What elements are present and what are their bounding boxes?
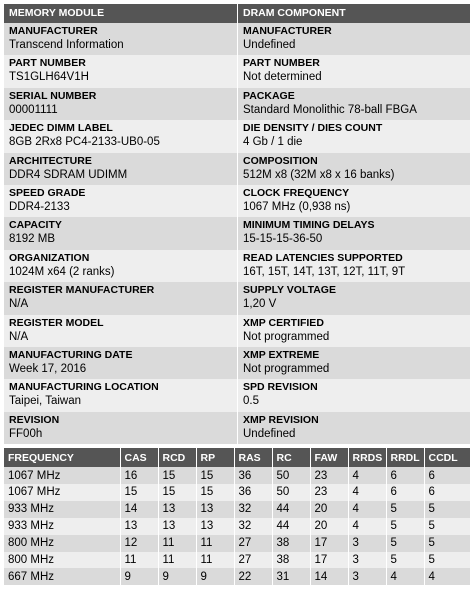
spec-row bbox=[4, 315, 470, 347]
spec-value: Standard Monolithic 78-ball FBGA bbox=[243, 103, 417, 116]
table-row bbox=[4, 552, 470, 569]
spec-label: COMPOSITION bbox=[243, 154, 318, 167]
module-spec-cell bbox=[4, 88, 237, 120]
table-cell: 3 bbox=[348, 552, 386, 569]
spec-label: MANUFACTURING LOCATION bbox=[9, 381, 159, 394]
spec-row bbox=[4, 120, 470, 152]
table-row bbox=[4, 501, 470, 518]
table-cell: 4 bbox=[348, 501, 386, 518]
spec-table bbox=[4, 4, 470, 444]
spec-label: ARCHITECTURE bbox=[9, 154, 92, 167]
table-cell: 44 bbox=[272, 501, 310, 518]
column-header-rrdl: RRDL bbox=[386, 448, 424, 467]
spec-label: JEDEC DIMM LABEL bbox=[9, 122, 113, 135]
timing-table-header bbox=[4, 448, 470, 467]
spec-row bbox=[4, 379, 470, 411]
table-cell: 4 bbox=[348, 518, 386, 535]
table-cell: 5 bbox=[424, 535, 470, 552]
column-header-faw: FAW bbox=[310, 448, 348, 467]
spec-row bbox=[4, 217, 470, 249]
spec-label: CLOCK FREQUENCY bbox=[243, 186, 350, 199]
module-spec-cell bbox=[4, 282, 237, 314]
spec-row bbox=[4, 55, 470, 87]
table-row bbox=[4, 484, 470, 501]
spec-label: REGISTER MANUFACTURER bbox=[9, 284, 155, 297]
table-cell: 50 bbox=[272, 484, 310, 501]
table-cell: 4 bbox=[386, 568, 424, 585]
table-cell: 44 bbox=[272, 518, 310, 535]
table-cell: 23 bbox=[310, 484, 348, 501]
spec-label: XMP EXTREME bbox=[243, 348, 320, 361]
table-cell: 1067 MHz bbox=[4, 467, 120, 484]
spec-label: MINIMUM TIMING DELAYS bbox=[243, 219, 375, 232]
column-header-ccdl: CCDL bbox=[424, 448, 470, 467]
table-cell: 13 bbox=[196, 501, 234, 518]
table-cell: 23 bbox=[310, 467, 348, 484]
table-cell: 15 bbox=[196, 484, 234, 501]
spec-label: PACKAGE bbox=[243, 89, 295, 102]
spec-label: CAPACITY bbox=[9, 219, 62, 232]
spec-value: 1067 MHz (0,938 ns) bbox=[243, 200, 351, 213]
spec-label: SUPPLY VOLTAGE bbox=[243, 284, 336, 297]
spec-row bbox=[4, 153, 470, 185]
spec-value: Taipei, Taiwan bbox=[9, 395, 82, 408]
spec-value: N/A bbox=[9, 330, 29, 343]
spec-value: Transcend Information bbox=[9, 39, 124, 51]
spd-info-panel bbox=[4, 4, 470, 585]
spec-label: PART NUMBER bbox=[9, 57, 86, 70]
dram-spec-cell bbox=[237, 23, 470, 55]
table-cell: 6 bbox=[424, 484, 470, 501]
table-cell: 800 MHz bbox=[4, 535, 120, 552]
table-row bbox=[4, 535, 470, 552]
table-cell: 38 bbox=[272, 552, 310, 569]
dram-spec-cell bbox=[237, 412, 470, 444]
table-cell: 9 bbox=[196, 568, 234, 585]
spec-label: XMP CERTIFIED bbox=[243, 316, 324, 329]
table-row bbox=[4, 518, 470, 535]
spec-row bbox=[4, 282, 470, 314]
column-header-rc: RC bbox=[272, 448, 310, 467]
table-cell: 27 bbox=[234, 552, 272, 569]
table-cell: 11 bbox=[158, 552, 196, 569]
table-cell: 16 bbox=[120, 467, 158, 484]
spec-rows bbox=[4, 23, 470, 444]
table-cell: 20 bbox=[310, 501, 348, 518]
table-cell: 933 MHz bbox=[4, 518, 120, 535]
table-cell: 933 MHz bbox=[4, 501, 120, 518]
table-cell: 11 bbox=[196, 552, 234, 569]
table-cell: 15 bbox=[158, 467, 196, 484]
spec-label: MANUFACTURER bbox=[9, 25, 98, 37]
table-cell: 11 bbox=[196, 535, 234, 552]
module-spec-cell bbox=[4, 185, 237, 217]
table-cell: 5 bbox=[386, 518, 424, 535]
dram-spec-cell bbox=[237, 153, 470, 185]
spec-value: Undefined bbox=[243, 39, 296, 51]
spec-row bbox=[4, 88, 470, 120]
table-cell: 17 bbox=[310, 535, 348, 552]
table-cell: 36 bbox=[234, 467, 272, 484]
table-cell: 32 bbox=[234, 518, 272, 535]
column-header-ras: RAS bbox=[234, 448, 272, 467]
spec-label: ORGANIZATION bbox=[9, 251, 90, 264]
module-spec-cell bbox=[4, 412, 237, 444]
table-cell: 5 bbox=[424, 552, 470, 569]
dram-spec-cell bbox=[237, 250, 470, 282]
table-cell: 17 bbox=[310, 552, 348, 569]
module-spec-cell bbox=[4, 250, 237, 282]
spec-value: DDR4 SDRAM UDIMM bbox=[9, 168, 128, 181]
module-spec-cell bbox=[4, 217, 237, 249]
table-cell: 12 bbox=[120, 535, 158, 552]
table-cell: 3 bbox=[348, 568, 386, 585]
table-cell: 50 bbox=[272, 467, 310, 484]
spec-label: DIE DENSITY / DIES COUNT bbox=[243, 122, 383, 135]
table-cell: 13 bbox=[158, 518, 196, 535]
table-cell: 15 bbox=[196, 467, 234, 484]
dram-spec-cell bbox=[237, 120, 470, 152]
module-spec-cell bbox=[4, 379, 237, 411]
spec-label: READ LATENCIES SUPPORTED bbox=[243, 251, 403, 264]
table-cell: 14 bbox=[310, 568, 348, 585]
table-cell: 6 bbox=[424, 467, 470, 484]
module-spec-cell bbox=[4, 347, 237, 379]
table-row bbox=[4, 568, 470, 585]
spec-value: 1,20 V bbox=[243, 298, 277, 311]
column-header-frequency: FREQUENCY bbox=[4, 448, 120, 467]
module-spec-cell bbox=[4, 23, 237, 55]
table-cell: 13 bbox=[120, 518, 158, 535]
spec-label: REVISION bbox=[9, 413, 60, 426]
table-cell: 667 MHz bbox=[4, 568, 120, 585]
table-cell: 22 bbox=[234, 568, 272, 585]
spec-label: SPEED GRADE bbox=[9, 186, 86, 199]
timing-table bbox=[4, 448, 470, 585]
spec-row bbox=[4, 250, 470, 282]
table-cell: 6 bbox=[386, 484, 424, 501]
dram-spec-cell bbox=[237, 217, 470, 249]
module-spec-cell bbox=[4, 315, 237, 347]
spec-value: 512M x8 (32M x8 x 16 banks) bbox=[243, 168, 395, 181]
table-cell: 15 bbox=[158, 484, 196, 501]
module-spec-cell bbox=[4, 55, 237, 87]
table-cell: 36 bbox=[234, 484, 272, 501]
table-cell: 20 bbox=[310, 518, 348, 535]
table-cell: 3 bbox=[348, 535, 386, 552]
spec-value: Not determined bbox=[243, 71, 322, 84]
table-cell: 31 bbox=[272, 568, 310, 585]
table-cell: 13 bbox=[158, 501, 196, 518]
spec-label: PART NUMBER bbox=[243, 57, 320, 70]
table-cell: 11 bbox=[158, 535, 196, 552]
spec-header bbox=[4, 4, 470, 23]
table-cell: 27 bbox=[234, 535, 272, 552]
dram-spec-cell bbox=[237, 185, 470, 217]
spec-value: N/A bbox=[9, 298, 29, 311]
spec-value: 4 Gb / 1 die bbox=[243, 136, 303, 149]
spec-label: SPD REVISION bbox=[243, 381, 318, 394]
table-cell: 5 bbox=[386, 501, 424, 518]
spec-value: 1024M x64 (2 ranks) bbox=[9, 265, 115, 278]
spec-value: 8GB 2Rx8 PC4-2133-UB0-05 bbox=[9, 136, 160, 149]
table-cell: 6 bbox=[386, 467, 424, 484]
table-cell: 4 bbox=[348, 467, 386, 484]
table-cell: 4 bbox=[348, 484, 386, 501]
spec-value: Undefined bbox=[243, 427, 296, 440]
column-header-rcd: RCD bbox=[158, 448, 196, 467]
table-cell: 5 bbox=[386, 535, 424, 552]
spec-value: 15-15-15-36-50 bbox=[243, 233, 323, 246]
dram-spec-cell bbox=[237, 55, 470, 87]
timing-table-body bbox=[4, 467, 470, 585]
dram-spec-cell bbox=[237, 88, 470, 120]
spec-value: Not programmed bbox=[243, 330, 330, 343]
table-cell: 4 bbox=[424, 568, 470, 585]
spec-value: Week 17, 2016 bbox=[9, 362, 87, 375]
table-cell: 5 bbox=[424, 518, 470, 535]
spec-value: 0.5 bbox=[243, 395, 259, 408]
table-cell: 13 bbox=[196, 518, 234, 535]
spec-label: REGISTER MODEL bbox=[9, 316, 104, 329]
spec-row bbox=[4, 185, 470, 217]
spec-label: MANUFACTURING DATE bbox=[9, 348, 133, 361]
memory-module-header: MEMORY MODULE bbox=[9, 7, 105, 19]
table-cell: 800 MHz bbox=[4, 552, 120, 569]
module-spec-cell bbox=[4, 120, 237, 152]
column-header-cas: CAS bbox=[120, 448, 158, 467]
spec-label: MANUFACTURER bbox=[243, 25, 332, 37]
dram-spec-cell bbox=[237, 347, 470, 379]
spec-value: Not programmed bbox=[243, 362, 330, 375]
table-cell: 32 bbox=[234, 501, 272, 518]
spec-value: DDR4-2133 bbox=[9, 200, 70, 213]
table-cell: 15 bbox=[120, 484, 158, 501]
spec-value: 8192 MB bbox=[9, 233, 56, 246]
table-cell: 5 bbox=[424, 501, 470, 518]
spec-label: XMP REVISION bbox=[243, 413, 319, 426]
dram-spec-cell bbox=[237, 315, 470, 347]
spec-row bbox=[4, 412, 470, 444]
spec-row bbox=[4, 23, 470, 55]
table-cell: 9 bbox=[120, 568, 158, 585]
table-cell: 9 bbox=[158, 568, 196, 585]
spec-value: 16T, 15T, 14T, 13T, 12T, 11T, 9T bbox=[243, 265, 406, 278]
module-spec-cell bbox=[4, 153, 237, 185]
spec-row bbox=[4, 347, 470, 379]
table-cell: 14 bbox=[120, 501, 158, 518]
table-row bbox=[4, 467, 470, 484]
table-cell: 38 bbox=[272, 535, 310, 552]
dram-component-header: DRAM COMPONENT bbox=[237, 4, 470, 23]
spec-value: FF00h bbox=[9, 427, 43, 440]
table-cell: 5 bbox=[386, 552, 424, 569]
table-cell: 1067 MHz bbox=[4, 484, 120, 501]
dram-spec-cell bbox=[237, 282, 470, 314]
spec-value: 00001111 bbox=[9, 103, 58, 116]
spec-value: TS1GLH64V1H bbox=[9, 71, 89, 84]
spec-label: SERIAL NUMBER bbox=[9, 89, 97, 102]
table-cell: 11 bbox=[120, 552, 158, 569]
column-header-rrds: RRDS bbox=[348, 448, 386, 467]
column-header-rp: RP bbox=[196, 448, 234, 467]
dram-spec-cell bbox=[237, 379, 470, 411]
